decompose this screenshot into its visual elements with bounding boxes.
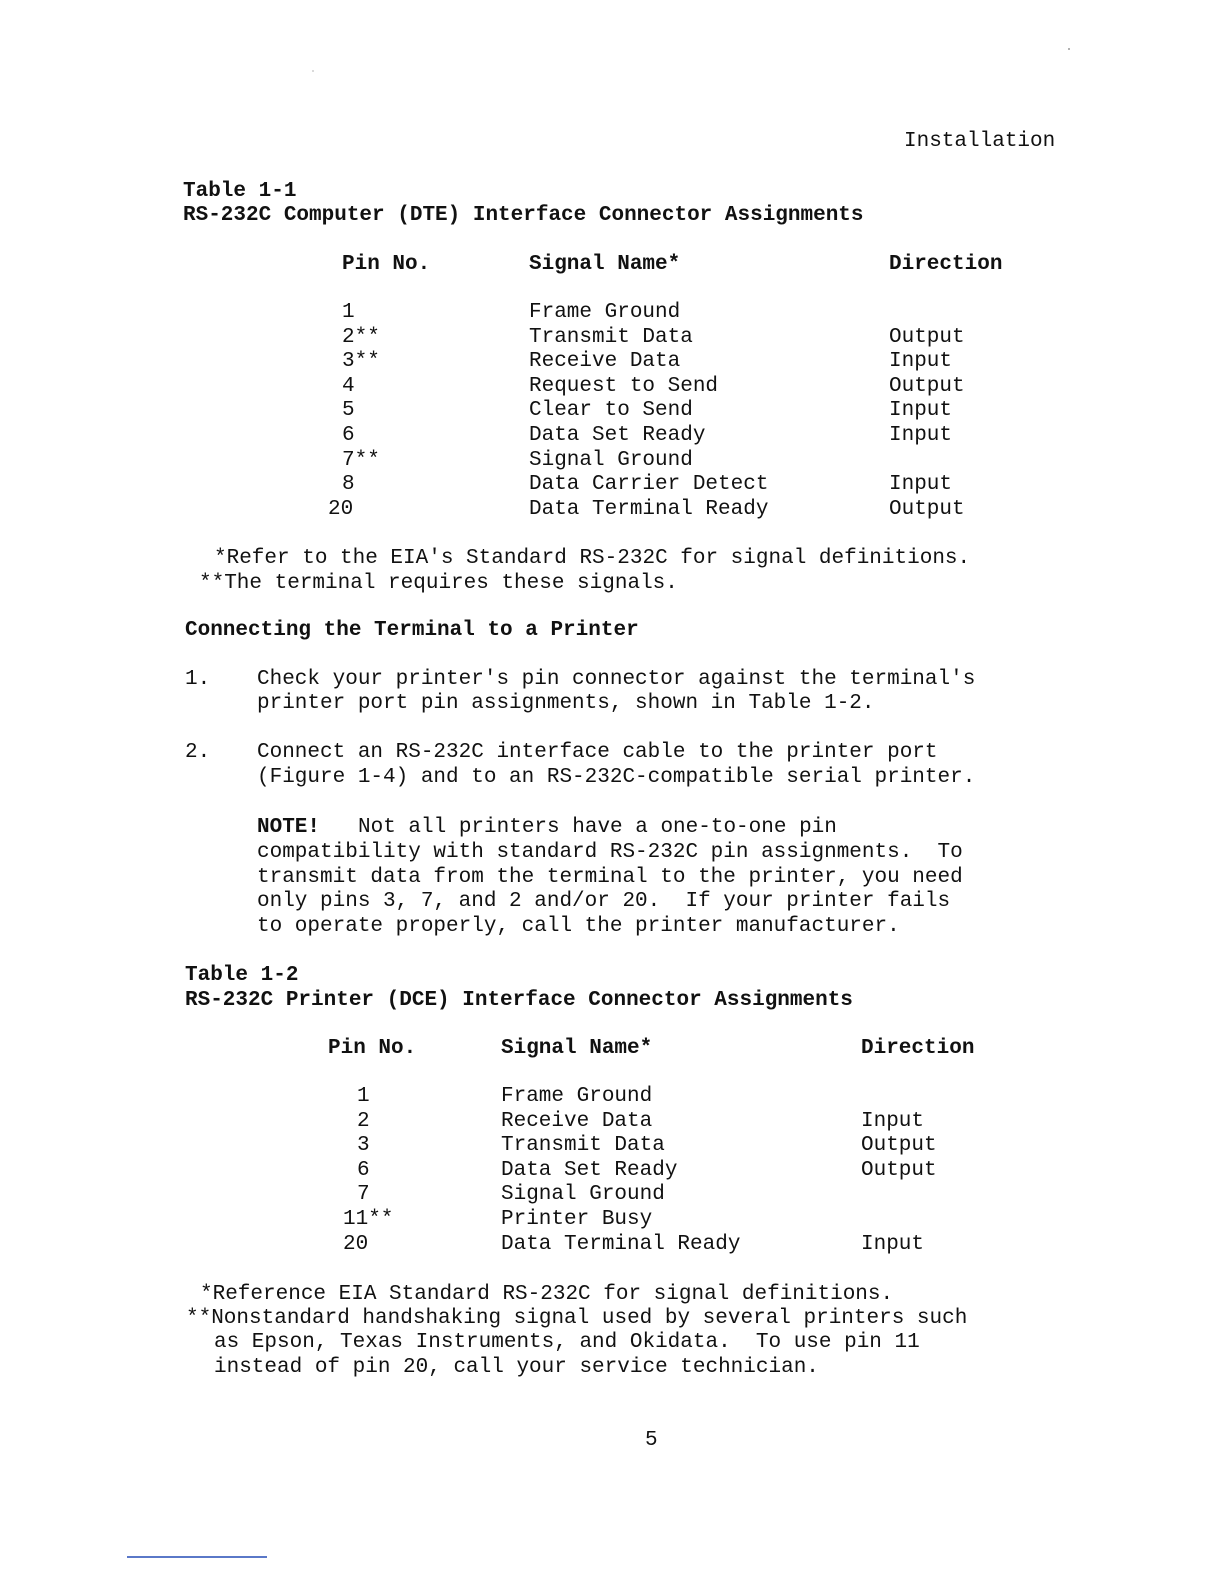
direction-cell: Output — [861, 1158, 937, 1182]
signal-cell: Clear to Send — [529, 399, 693, 423]
direction-cell: Input — [861, 1232, 925, 1256]
table1-title: Table 1-1 — [183, 180, 297, 203]
table-row — [0, 326, 1224, 351]
note-label: NOTE! — [257, 816, 321, 839]
table2-subtitle: RS-232C Printer (DCE) Interface Connector Assignments — [185, 989, 853, 1012]
signal-cell: Data Set Ready — [501, 1158, 678, 1182]
pin-cell: 2** — [342, 325, 380, 349]
signal-cell: Data Set Ready — [529, 424, 706, 447]
scan-speck — [1068, 48, 1070, 50]
pin-cell: 7 — [357, 1183, 370, 1207]
pin-cell: 1 — [357, 1085, 370, 1108]
pin-cell: 20 — [343, 1232, 369, 1256]
step-text: (Figure 1-4) and to an RS-232C-compatible serial printer. — [257, 766, 976, 789]
table-row — [0, 1233, 1224, 1258]
direction-cell: Input — [889, 473, 953, 497]
table2-footnote: *Reference EIA Standard RS-232C for signal definitions. — [200, 1283, 894, 1306]
note-text: Not all printers have a one-to-one pin — [358, 816, 837, 839]
pin-cell: 2 — [357, 1109, 370, 1133]
pin-cell: 3 — [357, 1134, 370, 1158]
table2-footnote: **Nonstandard handshaking signal used by several printers such — [186, 1307, 968, 1330]
signal-cell: Data Terminal Ready — [501, 1232, 741, 1256]
step-text: Connect an RS-232C interface cable to the printer port — [257, 741, 938, 764]
pin-cell: 8 — [342, 473, 355, 497]
signal-cell: Signal Ground — [501, 1183, 665, 1207]
signal-cell: Printer Busy — [501, 1208, 653, 1231]
direction-cell: Output — [889, 497, 965, 521]
signal-cell: Frame Ground — [501, 1085, 653, 1108]
table-row — [0, 301, 1224, 326]
signal-cell: Transmit Data — [501, 1134, 665, 1158]
pin-cell: 6 — [342, 424, 355, 447]
table2-footnote: instead of pin 20, call your service technician. — [214, 1356, 819, 1379]
pin-cell: 5 — [342, 399, 355, 423]
table-row — [0, 375, 1224, 400]
table1-header-signal: Signal Name* — [529, 253, 681, 276]
pin-cell: 1 — [342, 301, 355, 324]
direction-cell: Input — [861, 1109, 925, 1133]
table-row — [0, 1208, 1224, 1233]
note-text: compatibility with standard RS-232C pin assignments. To — [257, 841, 963, 864]
signal-cell: Signal Ground — [529, 448, 693, 472]
table1-header-pin: Pin No. — [342, 253, 431, 276]
pin-cell: 3** — [342, 350, 380, 374]
table2-title: Table 1-2 — [185, 964, 299, 987]
signal-cell: Transmit Data — [529, 325, 693, 349]
direction-cell: Input — [889, 424, 953, 447]
signal-cell: Receive Data — [529, 350, 681, 374]
pin-cell: 20 — [328, 497, 354, 521]
note-text: transmit data from the terminal to the printer, you need — [257, 866, 963, 889]
table1-footnote: *Refer to the EIA's Standard RS-232C for signal definitions. — [214, 547, 971, 570]
note-text: only pins 3, 7, and 2 and/or 20. If your printer fails — [257, 890, 951, 913]
table2-header-signal: Signal Name* — [501, 1037, 653, 1060]
step-text: Check your printer's pin connector against the terminal's — [257, 668, 976, 691]
scan-edge-mark — [127, 1556, 267, 1558]
table-row — [0, 449, 1224, 474]
scan-speck — [312, 70, 314, 72]
table-row — [0, 1183, 1224, 1208]
table-row — [0, 473, 1224, 498]
direction-cell: Output — [889, 325, 965, 349]
table-row — [0, 498, 1224, 523]
table2-header-pin: Pin No. — [328, 1037, 417, 1060]
table1-header-direction: Direction — [889, 253, 1003, 276]
step-number: 2. — [185, 741, 211, 764]
table-row — [0, 399, 1224, 424]
direction-cell: Input — [889, 399, 953, 423]
table1-subtitle: RS-232C Computer (DTE) Interface Connector Assignments — [183, 204, 864, 227]
pin-cell: 7** — [342, 448, 380, 472]
table2-header-direction: Direction — [861, 1037, 975, 1060]
direction-cell: Input — [889, 350, 953, 374]
page-number: 5 — [645, 1429, 658, 1452]
table2-footnote: as Epson, Texas Instruments, and Okidata. To use pin 11 — [214, 1331, 920, 1354]
signal-cell: Data Carrier Detect — [529, 473, 769, 497]
pin-cell: 4 — [342, 374, 355, 398]
table-row — [0, 1085, 1224, 1110]
pin-cell: 11** — [343, 1208, 394, 1231]
table-row — [0, 1134, 1224, 1159]
step-text: printer port pin assignments, shown in Table 1-2. — [257, 692, 875, 715]
table-row — [0, 1110, 1224, 1135]
signal-cell: Receive Data — [501, 1109, 653, 1133]
section-heading: Connecting the Terminal to a Printer — [185, 619, 639, 642]
table-row — [0, 424, 1224, 449]
direction-cell: Output — [861, 1134, 937, 1158]
pin-cell: 6 — [357, 1158, 370, 1182]
running-header: Installation — [904, 130, 1056, 153]
direction-cell: Output — [889, 374, 965, 398]
note-text: to operate properly, call the printer manufacturer. — [257, 915, 900, 938]
table-row — [0, 350, 1224, 375]
table-row — [0, 1159, 1224, 1184]
table1-footnote: **The terminal requires these signals. — [199, 572, 678, 595]
signal-cell: Frame Ground — [529, 301, 681, 324]
signal-cell: Data Terminal Ready — [529, 497, 769, 521]
signal-cell: Request to Send — [529, 374, 719, 398]
step-number: 1. — [185, 668, 211, 691]
